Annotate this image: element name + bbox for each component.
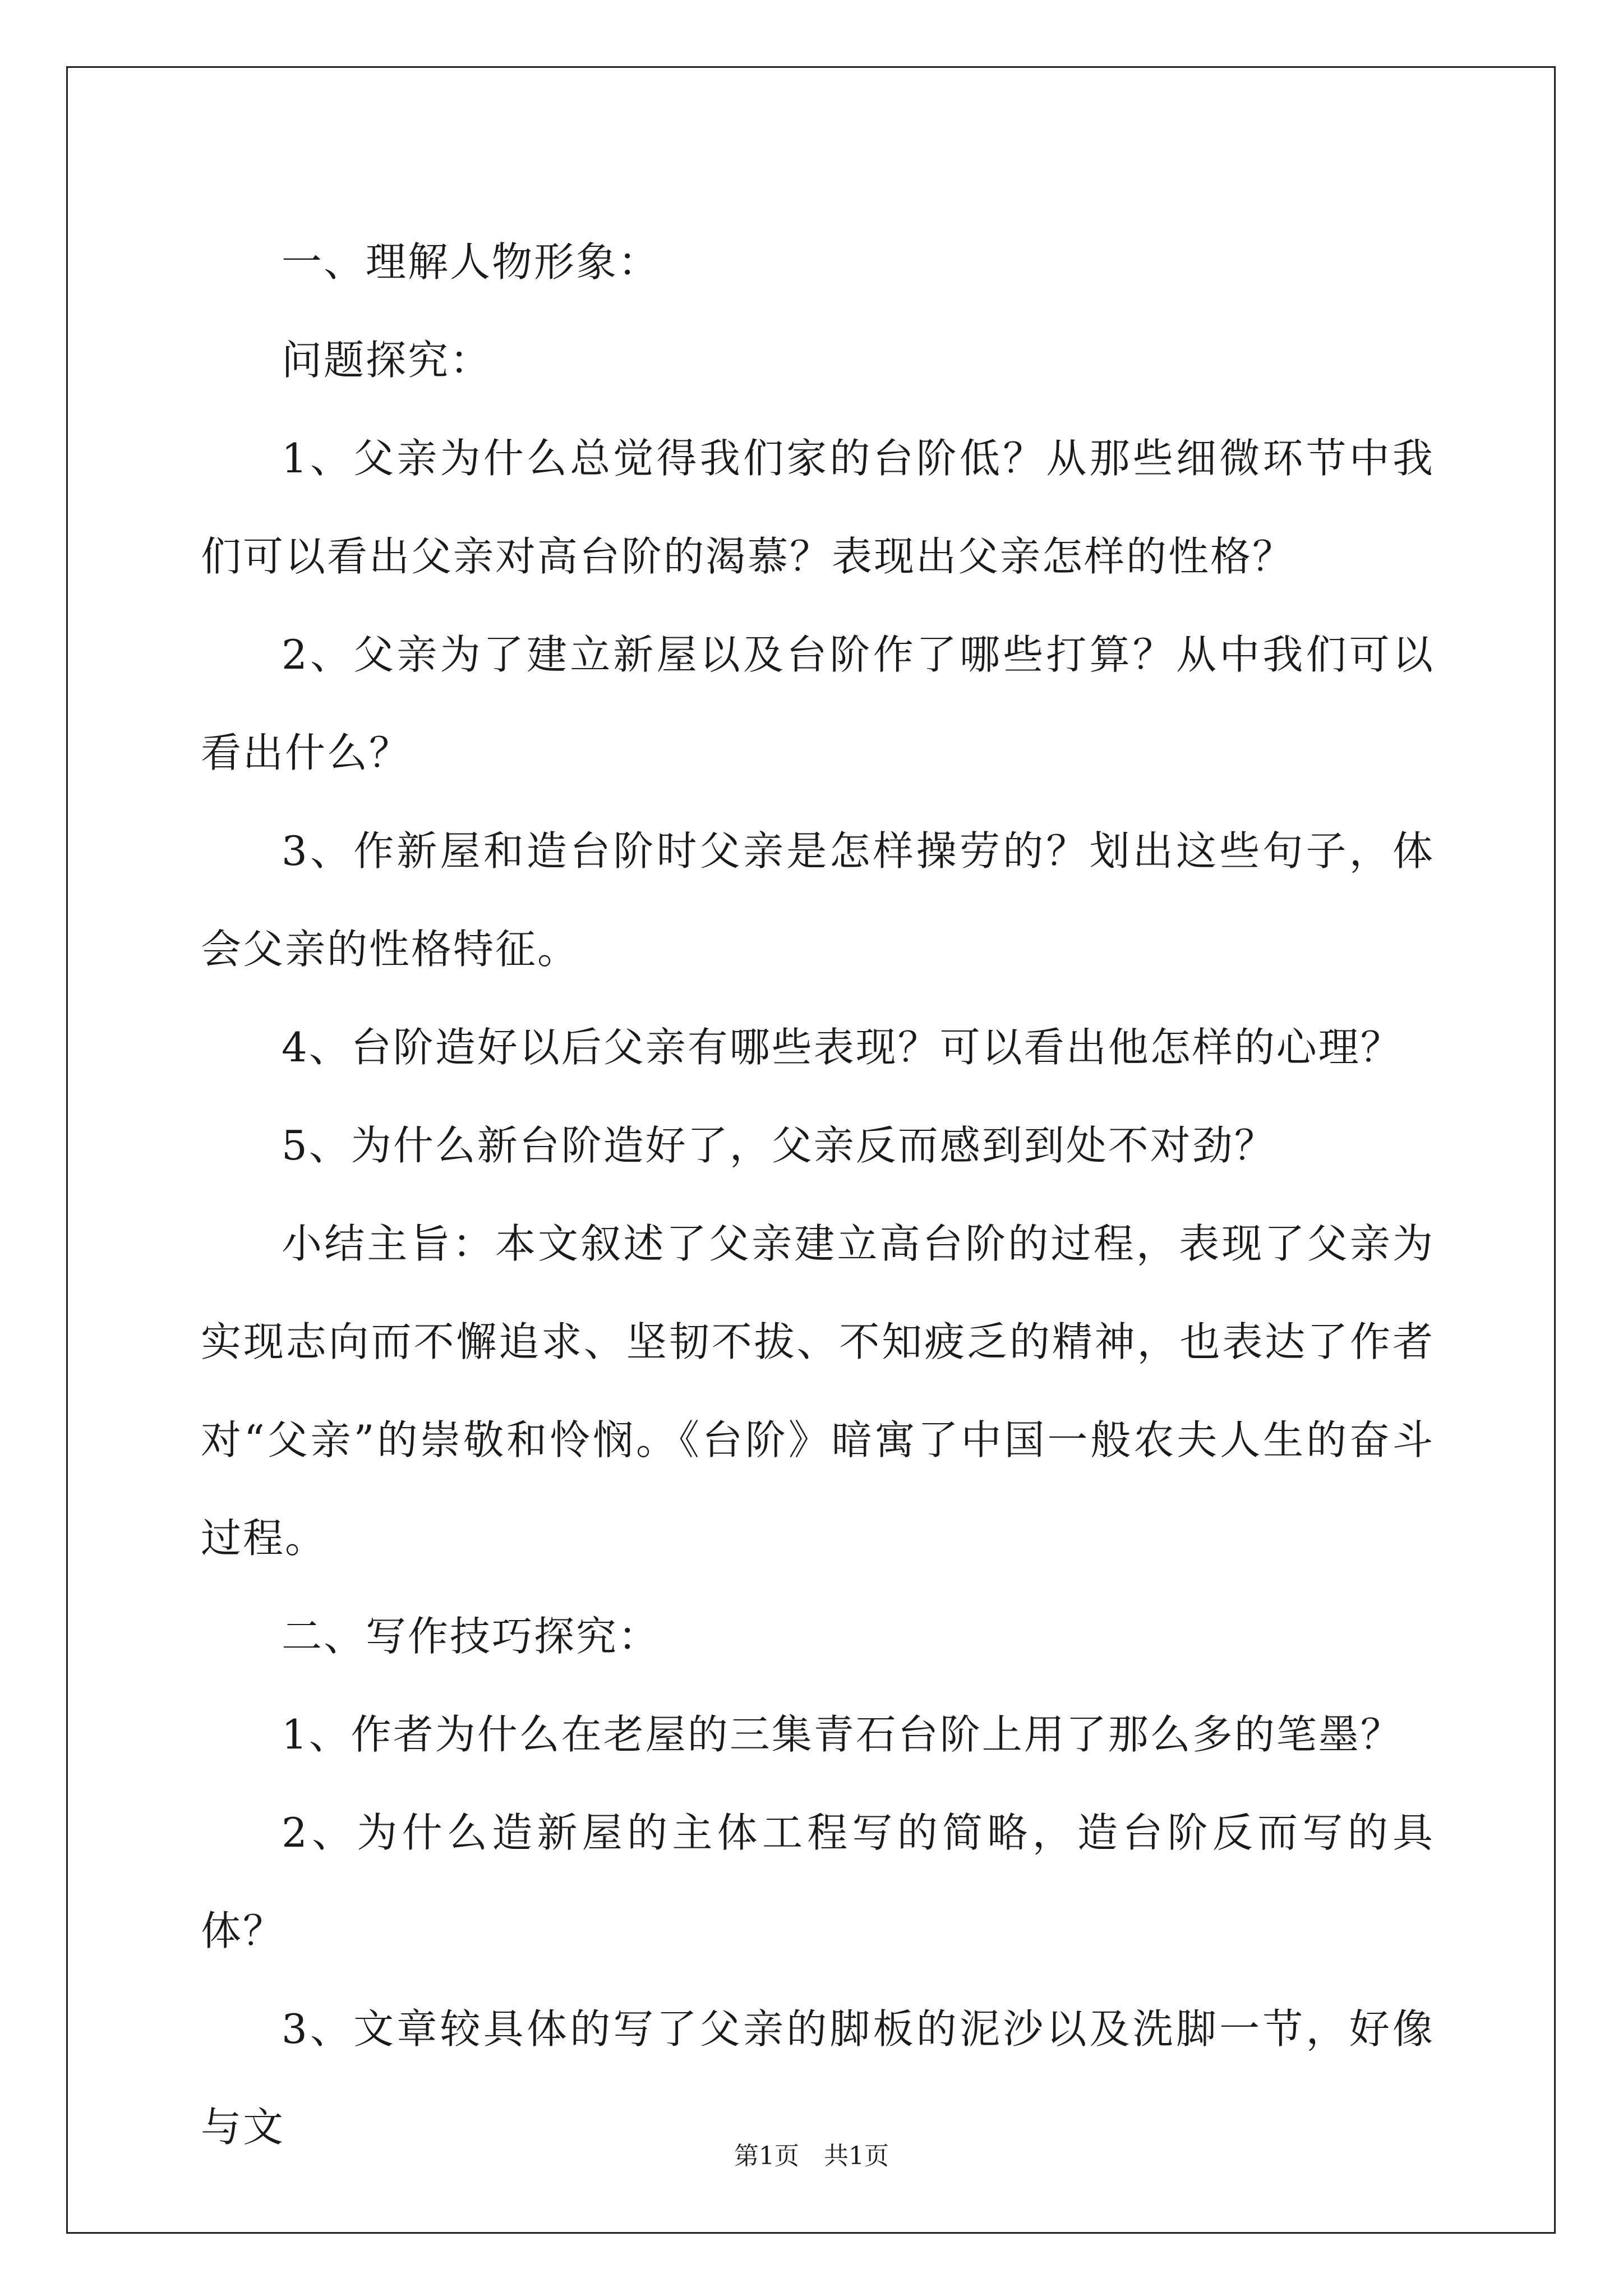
question-3: 3、作新屋和造台阶时父亲是怎样操劳的？划出这些句子，体会父亲的性格特征。 — [201, 827, 1435, 973]
section-heading-character: 一、理解人物形象： — [282, 238, 661, 286]
writing-question-1: 1、作者为什么在老屋的三集青石台阶上用了那么多的笔墨？ — [282, 1711, 1403, 1758]
page-number-current: 第1页 — [734, 2142, 799, 2170]
question-4: 4、台阶造好以后父亲有哪些表现？可以看出他怎样的心理？ — [282, 1024, 1403, 1071]
page-number-total: 共1页 — [824, 2142, 889, 2170]
subheading-questions: 问题探究： — [282, 337, 492, 384]
section-heading-writing: 二、写作技巧探究： — [282, 1613, 661, 1660]
page-footer — [0, 2139, 1623, 2173]
document-body — [201, 213, 1435, 2177]
question-5: 5、为什么新台阶造好了，父亲反而感到到处不对劲？ — [282, 1122, 1276, 1169]
summary-paragraph: 小结主旨：本文叙述了父亲建立高台阶的过程，表现了父亲为实现志向而不懈追求、坚韧不拔、不知疲乏的精神，也表达了作者对“父亲”的崇敬和怜悯。《台阶》暗寓了中国一般农夫人生的奋斗过程。 — [201, 1220, 1435, 1562]
question-1: 1、父亲为什么总觉得我们家的台阶低？从那些细微环节中我们可以看出父亲对高台阶的渴慕？表现出父亲怎样的性格？ — [201, 435, 1435, 580]
writing-question-2: 2、为什么造新屋的主体工程写的简略，造台阶反而写的具体？ — [201, 1809, 1435, 1954]
writing-question-3: 3、文章较具体的写了父亲的脚板的泥沙以及洗脚一节，好像与文 — [201, 2005, 1435, 2151]
question-2: 2、父亲为了建立新屋以及台阶作了哪些打算？从中我们可以看出什么？ — [201, 631, 1435, 776]
